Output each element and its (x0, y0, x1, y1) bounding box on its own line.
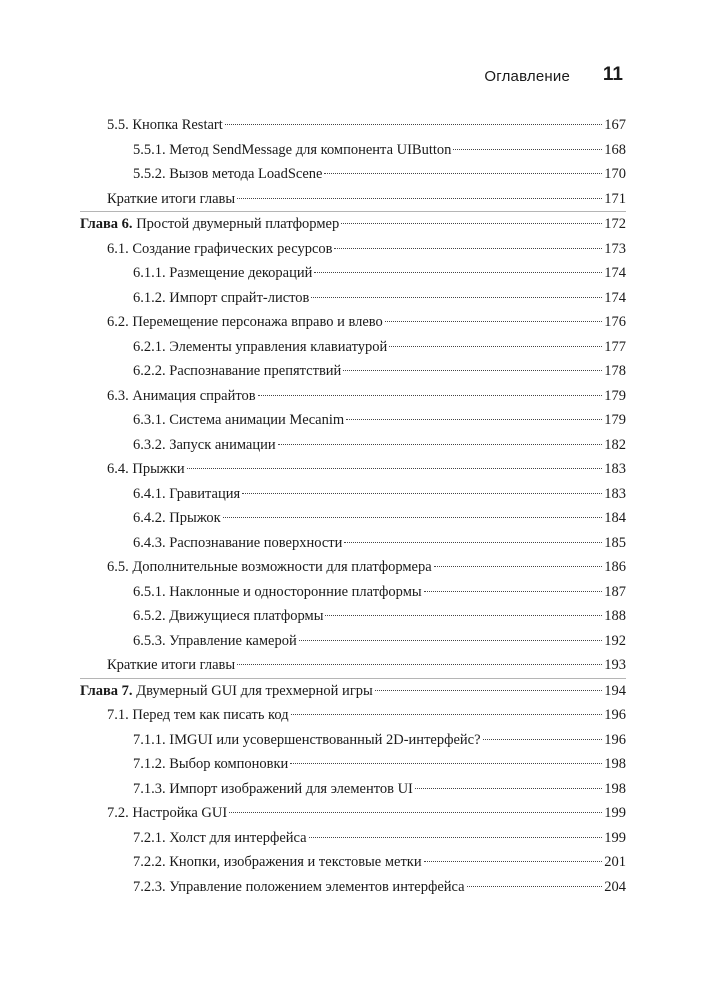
toc-entry-label: 6.3. Анимация спрайтов (107, 387, 256, 404)
toc-entry-label: 5.5.1. Метод SendMessage для компонента UIButton (133, 141, 452, 158)
chapter-title: Простой двумерный платформер (132, 216, 340, 232)
toc-entry-page: 186 (604, 559, 626, 575)
toc-entry-page: 192 (604, 632, 626, 649)
dot-leader (223, 517, 603, 518)
dot-leader (415, 788, 602, 789)
toc-entry-page: 167 (604, 117, 626, 133)
toc-entry-label: 7.1.2. Выбор компоновки (133, 756, 289, 772)
toc-entry-6-3[interactable] (0, 384, 626, 409)
toc-entry-page: 184 (604, 510, 626, 526)
toc-entry-page: 187 (604, 583, 626, 600)
toc-entry-6-5-1[interactable] (0, 580, 626, 605)
toc-entry-page: 179 (604, 412, 626, 428)
toc-entry-7-1-1[interactable] (0, 728, 626, 753)
header-title: Оглавление (484, 68, 570, 85)
dot-leader (299, 640, 603, 641)
toc-entry-6-1-1[interactable] (0, 261, 626, 286)
toc-entry-label: 6.5.1. Наклонные и односторонние платформы (133, 583, 422, 600)
toc-chapter-6[interactable] (0, 212, 626, 237)
toc-entry-page: 171 (604, 190, 626, 207)
dot-leader (242, 493, 602, 494)
dot-leader (453, 149, 602, 150)
dot-leader (291, 714, 603, 715)
toc-entry-6-2-1[interactable] (0, 335, 626, 360)
dot-leader (341, 223, 602, 224)
dot-leader (229, 812, 602, 813)
toc-entry-label: 6.2.1. Элементы управления клавиатурой (133, 338, 388, 355)
toc-entry-label: 6.3.1. Система анимации Mecanim (133, 412, 345, 428)
toc-entry-7-2-3[interactable] (0, 875, 626, 900)
toc-entry-label: 6.4.2. Прыжок (133, 510, 221, 526)
toc-entry-6-5-3[interactable] (0, 629, 626, 654)
table-of-contents (0, 113, 708, 899)
toc-entry-page: 194 (604, 682, 626, 699)
chapter-prefix: Глава 6. (80, 216, 133, 232)
toc-entry-7-1[interactable] (0, 703, 626, 728)
toc-entry-7-1-2[interactable] (0, 752, 626, 777)
toc-entry-page: 193 (604, 657, 626, 673)
dot-leader (314, 272, 602, 273)
toc-entry-page: 172 (604, 216, 626, 232)
dot-leader (334, 248, 602, 249)
toc-entry-6-2[interactable] (0, 310, 626, 335)
toc-entry-page: 185 (604, 534, 626, 551)
dot-leader (187, 468, 603, 469)
dot-leader (343, 370, 602, 371)
toc-entry-label: 7.2.3. Управление положением элементов интерфейса (133, 878, 465, 895)
dot-leader (375, 690, 602, 691)
toc-entry-label: 6.1.1. Размещение декораций (133, 265, 313, 281)
toc-entry-label: 6.2. Перемещение персонажа вправо и влево (107, 314, 383, 330)
dot-leader (324, 173, 602, 174)
toc-entry-6-1-2[interactable] (0, 286, 626, 311)
dot-leader (237, 198, 602, 199)
toc-entry-5-5-2[interactable] (0, 162, 626, 187)
dot-leader (424, 861, 603, 862)
toc-entry-label: 6.4.1. Гравитация (133, 485, 241, 502)
toc-entry-label: 6.5.3. Управление камерой (133, 632, 297, 649)
toc-entry-page: 173 (604, 240, 626, 257)
chapter-title: Двумерный GUI для трехмерной игры (132, 682, 373, 699)
dot-leader (434, 566, 603, 567)
toc-entry-6-3-2[interactable] (0, 433, 626, 458)
toc-entry-7-1-3[interactable] (0, 777, 626, 802)
dot-leader (389, 346, 602, 347)
toc-entry-6-4-1[interactable] (0, 482, 626, 507)
toc-entry-5-5[interactable] (0, 113, 626, 138)
dot-leader (385, 321, 602, 322)
toc-entry-6-5[interactable] (0, 555, 626, 580)
toc-entry-page: 174 (604, 265, 626, 281)
dot-leader (346, 419, 602, 420)
running-header (0, 60, 708, 90)
toc-entry-label: 5.5. Кнопка Restart (107, 117, 223, 133)
toc-entry-page: 178 (604, 363, 626, 379)
dot-leader (325, 615, 602, 616)
toc-entry-page: 183 (604, 485, 626, 502)
dot-leader (311, 297, 602, 298)
toc-entry-label: 7.1.1. IMGUI или усовершенствованный 2D-интерфейс? (133, 731, 481, 748)
toc-entry-label: 6.2.2. Распознавание препятствий (133, 363, 342, 379)
toc-entry-label: Краткие итоги главы (107, 657, 236, 673)
toc-entry-6-4-3[interactable] (0, 531, 626, 556)
toc-entry-page: 183 (604, 461, 626, 477)
dot-leader (258, 395, 603, 396)
toc-entry-label: 7.2. Настройка GUI (107, 805, 228, 821)
dot-leader (344, 542, 602, 543)
toc-entry-label: 7.1.3. Импорт изображений для элементов UI (133, 780, 413, 797)
toc-entry-page: 198 (604, 756, 626, 772)
toc-entry-page: 201 (604, 854, 626, 870)
toc-entry-page: 204 (604, 878, 626, 895)
toc-entry-page: 199 (604, 829, 626, 846)
toc-entry-label: 7.1. Перед тем как писать код (107, 707, 289, 723)
toc-entry-7-2-1[interactable] (0, 826, 626, 851)
toc-entry-6-5-2[interactable] (0, 604, 626, 629)
dot-leader (278, 444, 603, 445)
toc-entry-page: 199 (604, 805, 626, 821)
toc-entry-label: 5.5.2. Вызов метода LoadScene (133, 166, 323, 182)
toc-entry-label: 6.5.2. Движущиеся платформы (133, 608, 324, 624)
toc-entry-6-2-2[interactable] (0, 359, 626, 384)
dot-leader (225, 124, 602, 125)
toc-chapter-label (80, 212, 339, 237)
toc-entry-page: 198 (604, 780, 626, 797)
toc-entry-page: 170 (604, 166, 626, 182)
toc-chapter-label (80, 679, 373, 704)
toc-entry-page: 174 (604, 289, 626, 306)
dot-leader (237, 664, 602, 665)
toc-chapter-7[interactable] (0, 679, 626, 704)
toc-entry-label: 6.3.2. Запуск анимации (133, 436, 276, 453)
toc-entry-ch5-summary[interactable] (0, 187, 626, 212)
toc-entry-page: 182 (604, 436, 626, 453)
toc-entry-page: 168 (604, 141, 626, 158)
toc-entry-page: 177 (604, 338, 626, 355)
toc-entry-page: 179 (604, 387, 626, 404)
toc-entry-page: 176 (604, 314, 626, 330)
toc-entry-label: 7.2.1. Холст для интерфейса (133, 829, 307, 846)
dot-leader (467, 886, 603, 887)
toc-entry-label: 6.1.2. Импорт спрайт-листов (133, 289, 310, 306)
dot-leader (309, 837, 603, 838)
toc-entry-page: 188 (604, 608, 626, 624)
toc-entry-page: 196 (604, 707, 626, 723)
toc-entry-6-1[interactable] (0, 237, 626, 262)
toc-entry-label: Краткие итоги главы (107, 190, 236, 207)
toc-entry-label: 6.5. Дополнительные возможности для платформера (107, 559, 432, 575)
toc-entry-5-5-1[interactable] (0, 138, 626, 163)
chapter-prefix: Глава 7. (80, 682, 133, 699)
dot-leader (290, 763, 602, 764)
toc-entry-7-2[interactable] (0, 801, 626, 826)
toc-entry-6-4-2[interactable] (0, 506, 626, 531)
toc-entry-label: 6.4. Прыжки (107, 461, 185, 477)
toc-entry-6-3-1[interactable] (0, 408, 626, 433)
dot-leader (424, 591, 603, 592)
toc-entry-label: 7.2.2. Кнопки, изображения и текстовые метки (133, 854, 422, 870)
toc-entry-7-2-2[interactable] (0, 850, 626, 875)
toc-entry-page: 196 (604, 731, 626, 748)
toc-entry-ch6-summary[interactable] (0, 653, 626, 678)
toc-entry-label: 6.1. Создание графических ресурсов (107, 240, 333, 257)
toc-entry-6-4[interactable] (0, 457, 626, 482)
header-page-number: 11 (602, 64, 623, 85)
toc-entry-label: 6.4.3. Распознавание поверхности (133, 534, 343, 551)
dot-leader (483, 739, 603, 740)
